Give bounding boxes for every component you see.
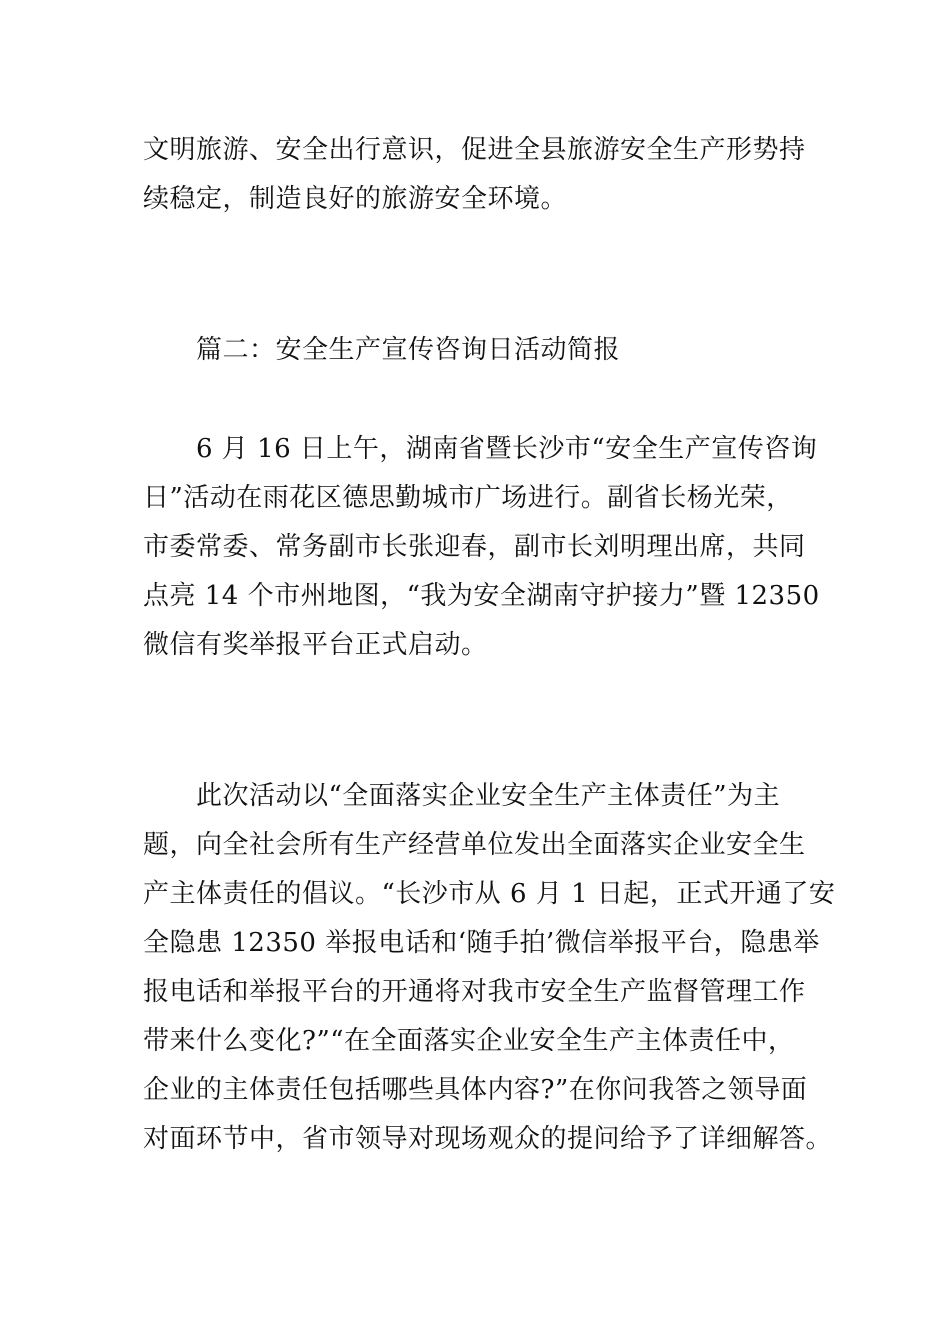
paragraph1-line-5: 微信有奖举报平台正式启动。 — [143, 630, 488, 660]
paragraph1-line-2: 日”活动在雨花区德思勤城市广场进行。副省长杨光荣， — [143, 483, 793, 513]
paragraph2-line-4: 全隐患 12350 举报电话和‘随手拍’微信举报平台，隐患举 — [143, 928, 820, 958]
paragraph1-line-1: 6 月 16 日上午，湖南省暨长沙市“安全生产宣传咨询 — [196, 434, 818, 464]
paragraph2-line-8: 对面环节中，省市领导对现场观众的提问给予了详细解答。 — [143, 1124, 833, 1154]
paragraph2-line-2: 题，向全社会所有生产经营单位发出全面落实企业安全生 — [143, 830, 806, 860]
paragraph1-line-3: 市委常委、常务副市长张迎春，副市长刘明理出席，共同 — [143, 532, 806, 562]
intro-line-1: 文明旅游、安全出行意识，促进全县旅游安全生产形势持 — [143, 135, 806, 165]
paragraph2-line-3: 产主体责任的倡议。“长沙市从 6 月 1 日起，正式开通了安 — [143, 879, 836, 909]
paragraph2-line-6: 带来什么变化?”“在全面落实企业安全生产主体责任中， — [143, 1026, 795, 1056]
intro-line-2: 续稳定，制造良好的旅游安全环境。 — [143, 184, 568, 214]
paragraph1-line-4: 点亮 14 个市州地图，“我为安全湖南守护接力”暨 12350 — [143, 581, 820, 611]
paragraph2-line-1: 此次活动以“全面落实企业安全生产主体责任”为主 — [196, 781, 781, 811]
section-title: 篇二：安全生产宣传咨询日活动简报 — [196, 335, 621, 365]
paragraph2-line-7: 企业的主体责任包括哪些具体内容?”在你问我答之领导面 — [143, 1075, 808, 1105]
paragraph2-line-5: 报电话和举报平台的开通将对我市安全生产监督管理工作 — [143, 977, 806, 1007]
